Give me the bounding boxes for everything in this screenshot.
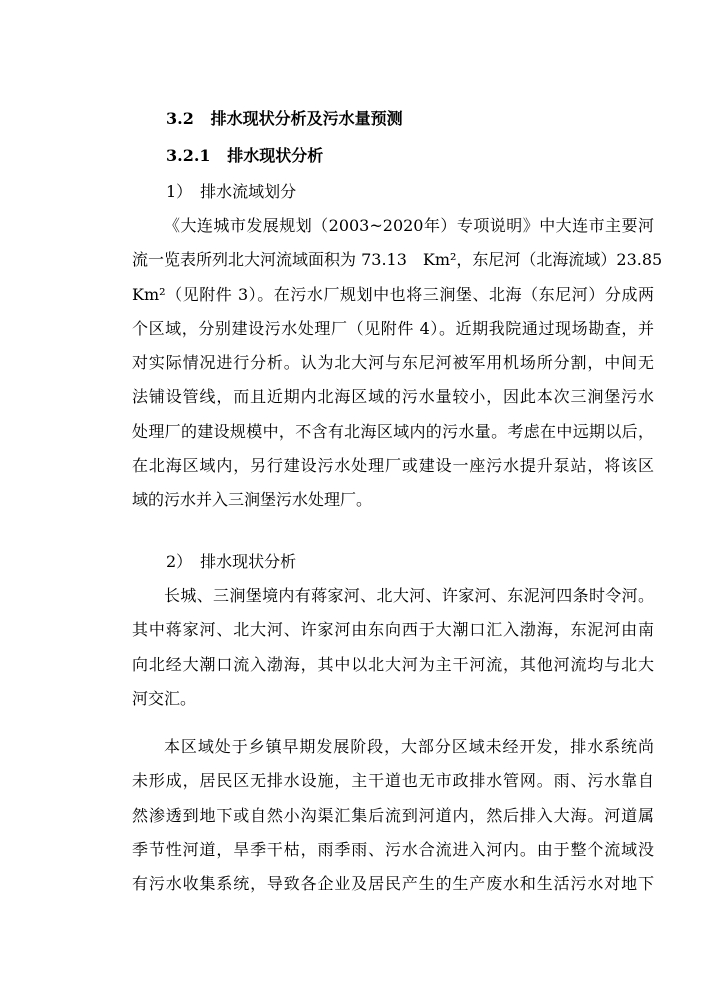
text-line: 其中蒋家河、北大河、许家河由东向西于大潮口汇入渤海，东泥河由南	[132, 620, 654, 640]
paragraph-rivers	[132, 579, 654, 716]
text-line: 域的污水并入三涧堡污水处理厂。	[132, 490, 373, 510]
text-line: 未形成，居民区无排水设施，主干道也无市政排水管网。雨、污水靠自	[132, 771, 654, 791]
paragraph-drainage-division	[132, 209, 663, 518]
text-line: 对实际情况进行分析。认为北大河与东尼河被军用机场所分割，中间无	[132, 353, 654, 373]
subheading-2: 2） 排水现状分析	[166, 552, 297, 571]
text-line: 本区域处于乡镇早期发展阶段，大部分区域未经开发，排水系统尚	[164, 737, 654, 756]
text-line: 在北海区域内，另行建设污水处理厂或建设一座污水提升泵站，将该区	[132, 456, 654, 476]
heading-number: 3.2	[166, 109, 194, 128]
text-line: 法铺设管线，而且近期内北海区域的污水量较小，因此本次三涧堡污水	[132, 387, 654, 407]
text-line: 然渗透到地下或自然小沟渠汇集后流到河道内，然后排入大海。河道属	[132, 805, 654, 825]
heading-title: 排水现状分析	[227, 146, 324, 165]
text-line: 《大连城市发展规划（2003~2020年）专项说明》中大连市主要河	[164, 216, 654, 235]
text-line: 长城、三涧堡境内有蒋家河、北大河、许家河、东泥河四条时令河。	[164, 586, 654, 605]
text-line: Km²（见附件 3）。在污水厂规划中也将三涧堡、北海（东尼河）分成两	[132, 284, 654, 304]
subheading-1: 1） 排水流域划分	[166, 182, 297, 201]
heading-3-2-1	[166, 146, 323, 166]
paragraph-drainage-status	[132, 730, 654, 901]
heading-title: 排水现状分析及污水量预测	[210, 109, 403, 128]
heading-number: 3.2.1	[166, 146, 211, 165]
text-line: 河交汇。	[132, 688, 197, 708]
text-line: 向北经大潮口流入渤海，其中以北大河为主干河流，其他河流均与北大	[132, 654, 654, 674]
text-line: 个区域，分别建设污水处理厂（见附件 4）。近期我院通过现场勘查，并	[132, 318, 654, 338]
text-line: 处理厂的建设规模中，不含有北海区域内的污水量。考虑在中远期以后，	[132, 421, 654, 441]
text-line: 流一览表所列北大河流域面积为 73.13 Km²，东尼河（北海流域）23.85	[132, 250, 663, 270]
heading-3-2	[166, 109, 403, 129]
text-line: 有污水收集系统，导致各企业及居民产生的生产废水和生活污水对地下	[132, 874, 654, 894]
text-line: 季节性河道，旱季干枯，雨季雨、污水合流进入河内。由于整个流域没	[132, 839, 654, 859]
